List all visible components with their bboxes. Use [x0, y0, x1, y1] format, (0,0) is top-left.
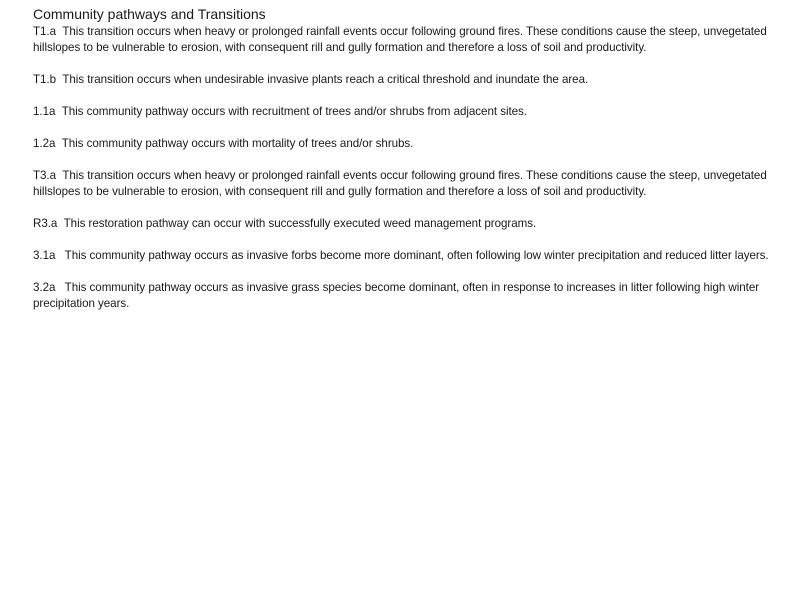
- paragraph-code: T1.b: [33, 73, 56, 86]
- paragraph-code: T1.a: [33, 25, 56, 38]
- paragraph-text: This transition occurs when undesirable invasive plants reach a critical threshold and inundate the area.: [62, 73, 589, 86]
- paragraph-t3a: [33, 168, 788, 200]
- paragraph-text: This community pathway occurs as invasive forbs become more dominant, often following low winter precipitation and reduced litter layers.: [61, 249, 769, 262]
- paragraph-text: This community pathway occurs with recruitment of trees and/or shrubs from adjacent sites.: [61, 105, 527, 118]
- paragraph-t1a: [33, 24, 788, 56]
- paragraph-text: This community pathway occurs with mortality of trees and/or shrubs.: [61, 137, 414, 150]
- paragraph-code: R3.a: [33, 217, 58, 230]
- paragraph-text: This restoration pathway can occur with successfully executed weed management programs.: [63, 217, 537, 230]
- paragraph-code: 3.2a: [33, 281, 56, 294]
- paragraph-1-2a: [33, 136, 788, 152]
- document-title: Community pathways and Transitions: [33, 6, 266, 22]
- paragraph-code: T3.a: [33, 169, 56, 182]
- paragraph-code: 1.1a: [33, 105, 56, 118]
- paragraph-text: This transition occurs when heavy or prolonged rainfall events occur following ground fires. These conditions cause the steep, unvegetated hillslopes to be vulnerable to erosion, with consequent rill and gully formation and therefore a loss of soil and productivity.: [33, 169, 767, 198]
- paragraph-text: This transition occurs when heavy or prolonged rainfall events occur following ground fires. These conditions cause the steep, unvegetated hillslopes to be vulnerable to erosion, with consequent rill and gully formation and therefore a loss of soil and productivity.: [33, 25, 767, 54]
- paragraph-code: 3.1a: [33, 249, 56, 262]
- document-page: [33, 6, 788, 328]
- paragraph-3-1a: [33, 248, 788, 264]
- paragraph-3-2a: [33, 280, 788, 312]
- paragraph-1-1a: [33, 104, 788, 120]
- paragraph-code: 1.2a: [33, 137, 56, 150]
- paragraph-text: This community pathway occurs as invasive grass species become dominant, often in response to increases in litter following high winter precipitation years.: [33, 281, 760, 310]
- paragraph-t1b: [33, 72, 788, 88]
- paragraph-r3a: [33, 216, 788, 232]
